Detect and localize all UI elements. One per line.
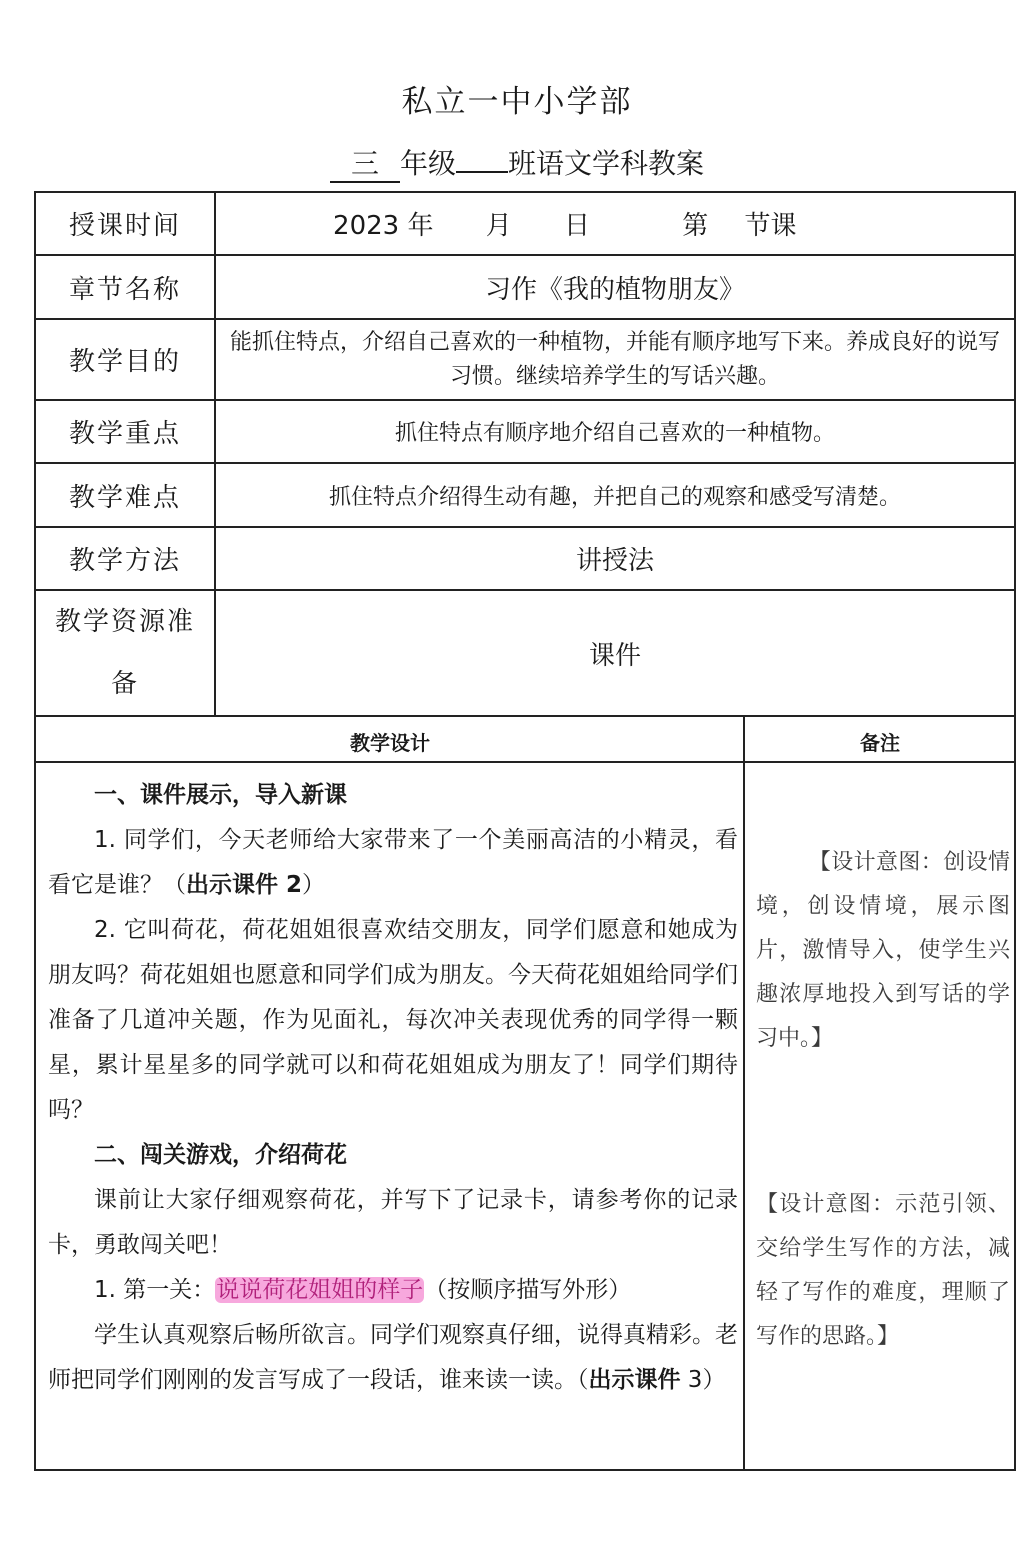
time-period-prefix: 第 [682,211,709,241]
paragraph-5 [48,1313,738,1403]
difficulty-label: 教学难点 [35,463,215,527]
difficulty-value: 抓住特点介绍得生动有趣，并把自己的观察和感受写清楚。 [215,463,1015,527]
paragraph-1-end: ） [302,872,326,898]
time-year: 2023 年 [333,211,434,241]
design-column-header: 教学设计 [350,731,430,755]
paragraph-2: 2. 它叫荷花，荷花姐姐很喜欢结交朋友，同学们愿意和她成为朋友吗？荷花姐姐也愿意和同学们成为朋友。今天荷花姐姐给同学们准备了几道冲关题，作为见面礼，每次冲关表现优秀的同学得一颗星，累计星星多的同学就可以和荷花姐姐成为朋友了！同学们期待吗？ [48,917,738,1123]
school-title: 私立一中小学部 [401,84,633,120]
paragraph-4 [48,1268,738,1313]
time-month: 月 [485,211,512,241]
goal-value: 能抓住特点，介绍自己喜欢的一种植物，并能有顺序地写下来。养成良好的说写习惯。继续培养学生的写话兴趣。 [215,319,1015,400]
highlighted-text: 说说荷花姐姐的样子 [216,1277,424,1303]
difficulty-row [35,463,1015,527]
chapter-row [35,255,1015,319]
paragraph-1-text: 1. 同学们，今天老师给大家带来了一个美丽高洁的小精灵，看看它是谁？（ [48,827,738,898]
time-label: 授课时间 [35,192,215,255]
method-row [35,527,1015,590]
resources-value: 课件 [215,590,1015,716]
chapter-label: 章节名称 [35,255,215,319]
paragraph-1 [48,818,738,908]
column-divider [743,715,745,1469]
class-value [456,171,508,173]
section-1-title: 一、课件展示，导入新课 [94,782,347,808]
method-label: 教学方法 [35,527,215,590]
grade-value: 三 [330,147,400,183]
time-row [35,192,1015,255]
paragraph-1-bold: 出示课件 2 [186,872,303,898]
goal-row [35,319,1015,400]
grade-label: 年级 [399,147,456,180]
key-label: 教学重点 [35,400,215,463]
key-row [35,400,1015,463]
document-subtitle [0,142,1034,183]
paragraph-4-prefix: 1. 第一关： [94,1277,216,1303]
time-day: 日 [563,211,590,241]
paragraph-3: 课前让大家仔细观察荷花，并写下了记录卡，请参考你的记录卡，勇敢闯关吧！ [48,1187,738,1258]
resources-label: 教学资源准备 [35,590,215,716]
paragraph-5-end: 3） [680,1367,726,1393]
resources-row [35,590,1015,716]
section-2-title: 二、闯关游戏，介绍荷花 [94,1142,347,1168]
goal-label: 教学目的 [35,319,215,400]
teaching-design-section [34,715,1016,1471]
notes-column-header: 备注 [860,731,900,755]
paragraph-5-text: 学生认真观察后畅所欲言。同学们观察真仔细，说得真精彩。老师把同学们刚刚的发言写成了一段话，谁来读一读。（ [48,1322,738,1393]
lesson-info-table [34,191,1016,717]
class-label: 班语文学科教案 [508,147,705,180]
paragraph-5-bold: 出示课件 [588,1367,681,1393]
method-value: 讲授法 [215,527,1015,590]
chapter-value: 习作《我的植物朋友》 [215,255,1015,319]
time-period-suffix: 节课 [744,211,797,241]
time-value [215,192,1015,255]
key-value: 抓住特点有顺序地介绍自己喜欢的一种植物。 [215,400,1015,463]
design-intent-note-1: 【设计意图：创设情境，创设情境，展示图片，激情导入，使学生兴趣浓厚地投入到写话的学习中。】 [756,850,1010,1051]
paragraph-4-suffix: （按顺序描写外形） [424,1277,632,1303]
design-intent-note-2: 【设计意图：示范引领、交给学生写作的方法，减轻了写作的难度，理顺了写作的思路。】 [756,1192,1010,1349]
design-content [48,773,738,1403]
design-header-row [36,715,1014,763]
